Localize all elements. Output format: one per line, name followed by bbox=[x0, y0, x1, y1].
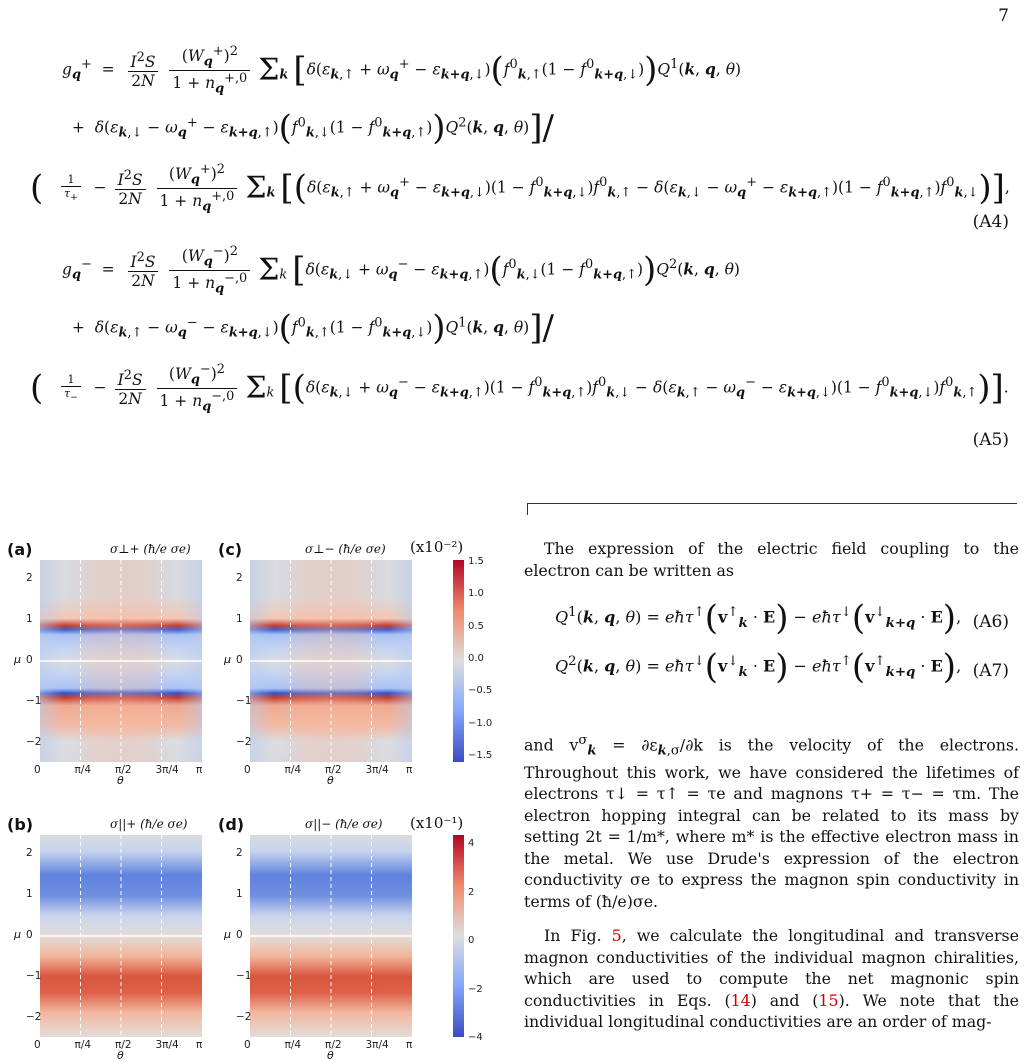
panel-c-heatmap bbox=[250, 560, 412, 762]
paragraph-velocity-lifetimes: and $v^\sigma_k = \partial\varepsilon_{k,\sigma}/\partial k$ is the velocity of the electrons. Throughout this work, we have considered the lifetimes of electrons τ↓ = τ↑ = τe and magnons τ+ = τ− = τm. The electron hopping integral can be related to its mass by setting 2t = 1/m*, where m* is the effective electron mass in the metal. We use Drude's expression of the electron conductivity σe to express the magnon spin conductivity in terms of (ħ/e)σe. bbox=[524, 733, 1020, 911]
colorbar-tick-label: −1.0 bbox=[468, 717, 493, 729]
equation-label-a5: (A5) bbox=[972, 430, 1009, 450]
y-tick-label: −2 bbox=[236, 736, 252, 749]
y-tick-label: 1 bbox=[26, 612, 33, 625]
text-fragment: = ∂ε bbox=[596, 735, 658, 755]
x-tick-label: 0 bbox=[34, 1039, 41, 1051]
text-fragment: In Fig. bbox=[544, 926, 612, 945]
colorbar-tick-label: 0.0 bbox=[468, 653, 484, 664]
panel-a-letter: (a) bbox=[7, 540, 33, 559]
panel-c-title: σ⊥− (ħ/e σe) bbox=[305, 542, 386, 556]
y-axis-label: μ bbox=[224, 928, 231, 941]
text-fragment: ). We note that the individual longitudinal conductivities are an order of mag- bbox=[524, 990, 1020, 1031]
colorbar-tick-label: 0 bbox=[468, 935, 475, 946]
x-tick-label: π bbox=[196, 764, 203, 776]
x-tick-label: 3π/4 bbox=[155, 1039, 179, 1051]
equation-a5-line-1: $g_q^-$ = $\frac{I^2S}{2N}$ $\frac{(W_q^-)^2}{1 + n_q^{-,0}}$ $\Sigma_k$ [$\delta(\varepsilon_{k,↓} + \omega_q^- - \varepsilon_{k+q,↑})(f^0_{k,↓}(1 - f^0_{k+q,↑}))Q^2(k$, q, θ) bbox=[62, 244, 740, 296]
y-tick-label: 0 bbox=[236, 929, 243, 941]
colorbar-tick-label: −0.5 bbox=[468, 685, 493, 697]
x-tick-label: 3π/4 bbox=[155, 764, 179, 776]
y-tick-label: 1 bbox=[26, 887, 33, 900]
x-axis-label: θ bbox=[117, 774, 124, 787]
panel-b-title: σ||+ (ħ/e σe) bbox=[110, 817, 188, 831]
y-axis-label: μ bbox=[224, 653, 231, 666]
x-tick-label: π/4 bbox=[74, 764, 92, 776]
equation-a4-line-1: $g_q^+$ = $\frac{I^2S}{2N}$ $\frac{(W_q^+)^2}{1 + n_q^{+,0}}$ $\Sigma_k$ [$\delta(\varepsilon_{k,↑} + \omega_q^+ - \varepsilon_{k+q,↓})(f^0_{k,↑}(1 - f^0_{k+q,↓}))Q^1(k$, q, θ) bbox=[62, 44, 742, 96]
top-colorbar-scale: (x10⁻²) bbox=[410, 538, 464, 556]
y-tick-label: −1 bbox=[236, 695, 252, 708]
x-tick-label: 0 bbox=[244, 1039, 251, 1051]
y-tick-label: 2 bbox=[236, 846, 243, 859]
colorbar-tick-label: −2 bbox=[468, 983, 483, 995]
colorbar-tick-label: 4 bbox=[468, 838, 475, 849]
equation-a6: $Q^1(k$, q, $\theta) = eħ\tau^↑(v^↑_k \cdot E)$ − $eħ\tau^↓(v^↓_{k+q} \cdot E)$, bbox=[555, 598, 962, 638]
colorbar-tick-label: −1.5 bbox=[468, 750, 493, 761]
equation-reference-link[interactable]: 14 bbox=[730, 990, 751, 1010]
x-axis-label: θ bbox=[327, 1049, 334, 1062]
colorbar-tick-label: 1.0 bbox=[468, 588, 484, 600]
colorbar-tick-label: 1.5 bbox=[468, 556, 484, 567]
y-tick-label: 0 bbox=[26, 929, 33, 941]
equation-a5-line-3: ( $\frac{1}{\tau_-}$ − $\frac{I^2S}{2N}$ $\frac{(W_q^-)^2}{1 + n_q^{-,0}}$ $\Sigma_k$ $[(\delta(\varepsilon_{k,↓} + \omega_q^- - \varepsilon_{k+q,↑})(1 - f^0_{k+q,↑})f^0_{k,↓} - \delta(\varepsilon_{k,↑} - \omega_q^- - \varepsilon_{k+q,↓})(1 - f^0_{k+q,↓})f^0_{k,↑})]$. bbox=[30, 362, 1009, 414]
y-tick-label: −2 bbox=[26, 736, 42, 749]
paragraph-fig5 bbox=[524, 925, 1019, 1033]
x-axis-label: θ bbox=[117, 1049, 124, 1062]
column-rule-tick bbox=[527, 503, 528, 515]
equation-a4-line-3: ( $\frac{1}{\tau_+}$ − $\frac{I^2S}{2N}$ $\frac{(W_q^+)^2}{1 + n_q^{+,0}}$ $\Sigma_k$ $[(\delta(\varepsilon_{k,↑} + \omega_q^+ - \varepsilon_{k+q,↓})(1 - f^0_{k+q,↓})f^0_{k,↑} - \delta(\varepsilon_{k,↓} - \omega_q^+ - \varepsilon_{k+q,↑})(1 - f^0_{k+q,↑})f^0_{k,↓})]$, bbox=[30, 162, 1010, 214]
column-rule bbox=[527, 503, 1017, 504]
y-tick-label: −1 bbox=[26, 970, 42, 983]
x-tick-label: π/2 bbox=[115, 1039, 132, 1051]
x-axis-label: θ bbox=[327, 774, 334, 787]
y-tick-label: 2 bbox=[26, 846, 33, 859]
y-tick-label: 0 bbox=[26, 654, 33, 666]
text-fragment: and v bbox=[524, 735, 579, 755]
y-axis-label: μ bbox=[14, 928, 21, 941]
x-tick-label: π/4 bbox=[284, 1039, 302, 1051]
y-tick-label: 2 bbox=[236, 571, 243, 584]
y-axis-label: μ bbox=[14, 653, 21, 666]
x-tick-label: π/4 bbox=[284, 764, 302, 776]
panel-a-heatmap bbox=[40, 560, 202, 762]
equation-reference-link[interactable]: 15 bbox=[818, 990, 839, 1010]
colorbar-tick-label: 2 bbox=[468, 886, 475, 898]
y-tick-label: −2 bbox=[236, 1011, 252, 1024]
equation-a4-line-2: + $\delta(\varepsilon_{k,↓} - \omega_q^+ - \varepsilon_{k+q,↑})(f^0_{k,↓}(1 - f^0_{k+q,↑}))Q^2(k$, q, θ)]/ bbox=[62, 108, 554, 148]
y-tick-label: 0 bbox=[236, 654, 243, 666]
text-fragment: ) and ( bbox=[750, 990, 819, 1010]
x-tick-label: π/2 bbox=[325, 1039, 342, 1051]
x-tick-label: π/2 bbox=[325, 764, 342, 776]
panel-a-title: σ⊥+ (ħ/e σe) bbox=[110, 542, 191, 556]
panel-d-title: σ||− (ħ/e σe) bbox=[305, 817, 383, 831]
panel-c-letter: (c) bbox=[218, 540, 243, 559]
figure-reference-link[interactable]: 5 bbox=[611, 926, 622, 945]
x-tick-label: π/2 bbox=[115, 764, 132, 776]
equation-label-a4: (A4) bbox=[972, 212, 1009, 232]
y-tick-label: 2 bbox=[26, 571, 33, 584]
panel-d-letter: (d) bbox=[218, 815, 245, 834]
x-tick-label: 3π/4 bbox=[365, 1039, 389, 1051]
colorbar-tick-label: 0.5 bbox=[468, 620, 484, 632]
text-fragment: , we calculate the longitudinal and transverse magnon conductivities of the individual magnon chiralities, which are used to compute the net magnonic spin conductivities in Eqs. ( bbox=[524, 926, 1019, 1010]
x-tick-label: 0 bbox=[244, 764, 251, 776]
y-tick-label: −1 bbox=[236, 970, 252, 983]
x-tick-label: 0 bbox=[34, 764, 41, 776]
x-tick-label: π bbox=[406, 764, 413, 776]
y-tick-label: −1 bbox=[26, 695, 42, 708]
paragraph-electric-field: The expression of the electric field coupling to the electron can be written as bbox=[524, 539, 1019, 580]
text-fragment: /∂k is the velocity of the electrons. Throughout this work, we have considered the lifetimes of electrons τ↓ = τ↑ = τe and magnons τ+ = τ− = τm. The electron hopping integral can be related to its mass by setting 2t = 1/m*, where m* is the effective electron mass in the metal. We use Drude's expression of the electron conductivity σe to express the magnon spin conductivity in terms of (ħ/e)σe. bbox=[524, 735, 1020, 911]
panel-d-heatmap bbox=[250, 835, 412, 1037]
y-tick-label: 1 bbox=[236, 887, 243, 900]
y-tick-label: −2 bbox=[26, 1011, 42, 1024]
bottom-colorbar bbox=[453, 835, 464, 1037]
x-tick-label: π bbox=[196, 1039, 203, 1051]
equation-a7: $Q^2(k$, q, $\theta) = eħ\tau^↓(v^↓_k \cdot E)$ − $eħ\tau^↑(v^↑_{k+q} \cdot E)$, bbox=[555, 647, 962, 687]
equation-a5-line-2: + $\delta(\varepsilon_{k,↑} - \omega_q^- - \varepsilon_{k+q,↓})(f^0_{k,↑}(1 - f^0_{k+q,↓}))Q^1(k$, q, θ)]/ bbox=[62, 308, 554, 348]
x-tick-label: 3π/4 bbox=[365, 764, 389, 776]
equation-label-a6: (A6) bbox=[972, 612, 1009, 632]
top-colorbar bbox=[453, 560, 464, 762]
colorbar-tick-label: −4 bbox=[468, 1032, 483, 1043]
equation-label-a7: (A7) bbox=[972, 661, 1009, 681]
panel-b-heatmap bbox=[40, 835, 202, 1037]
panel-b-letter: (b) bbox=[7, 815, 34, 834]
bottom-colorbar-scale: (x10⁻¹) bbox=[410, 814, 464, 832]
y-tick-label: 1 bbox=[236, 612, 243, 625]
page-number: 7 bbox=[998, 6, 1009, 26]
x-tick-label: π bbox=[406, 1039, 413, 1051]
x-tick-label: π/4 bbox=[74, 1039, 92, 1051]
